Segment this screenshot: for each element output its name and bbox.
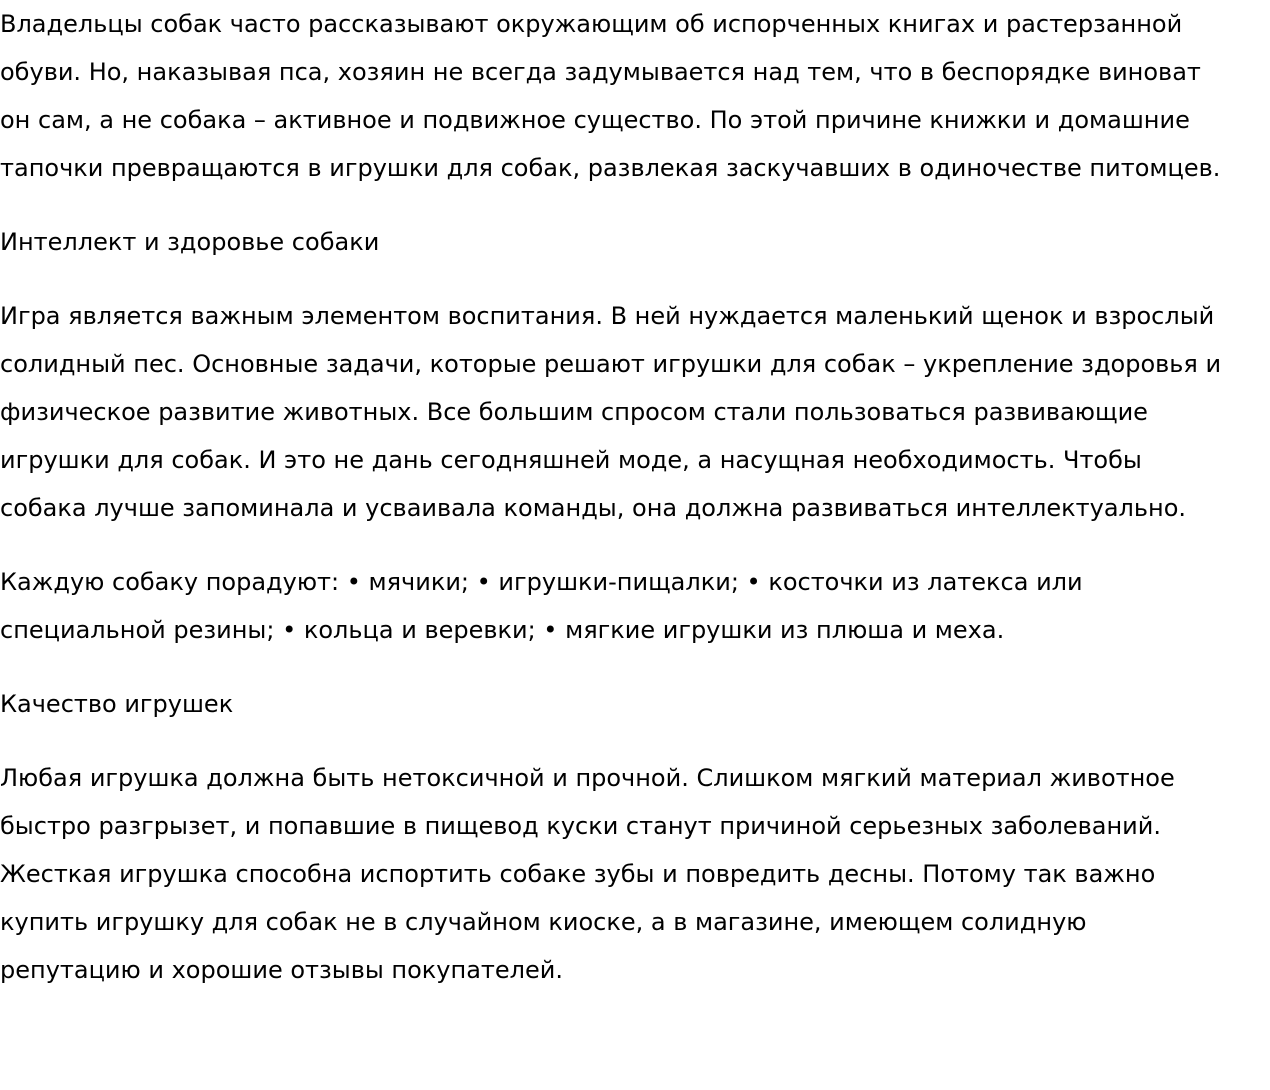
play-importance-paragraph: Игра является важным элементом воспитания. В ней нуждается маленький щенок и взрослый солидный пес. Основные задачи, которые решают игрушки для собак – укрепление здоровья и физическое развитие животных. Все большим спросом стали пользоваться развивающие игрушки для собак. И это не дань сегодняшней моде, а насущная необходимость. Чтобы собака лучше запоминала и усваивала команды, она должна развиваться интеллектуально.: [0, 302, 1222, 522]
section-heading-intellect-health: Интеллект и здоровье собаки: [0, 228, 380, 256]
section-heading-toy-quality: Качество игрушек: [0, 690, 234, 718]
toy-quality-paragraph: Любая игрушка должна быть нетоксичной и прочной. Слишком мягкий материал животное быстро разгрызет, и попавшие в пищевод куски станут причиной серьезных заболеваний. Жесткая игрушка способна испортить собаке зубы и повредить десны. Потому так важно купить игрушку для собак не в случайном киоске, а в магазине, имеющем солидную репутацию и хорошие отзывы покупателей.: [0, 764, 1175, 984]
toy-types-paragraph: Каждую собаку порадуют: • мячики; • игрушки-пищалки; • косточки из латекса или специальной резины; • кольца и веревки; • мягкие игрушки из плюша и меха.: [0, 568, 1083, 644]
intro-paragraph: Владельцы собак часто рассказывают окружающим об испорченных книгах и растерзанной обуви. Но, наказывая пса, хозяин не всегда задумывается над тем, что в беспорядке виноват он сам, а не собака – активное и подвижное существо. По этой причине книжки и домашние тапочки превращаются в игрушки для собак, развлекая заскучавших в одиночестве питомцев.: [0, 10, 1221, 182]
